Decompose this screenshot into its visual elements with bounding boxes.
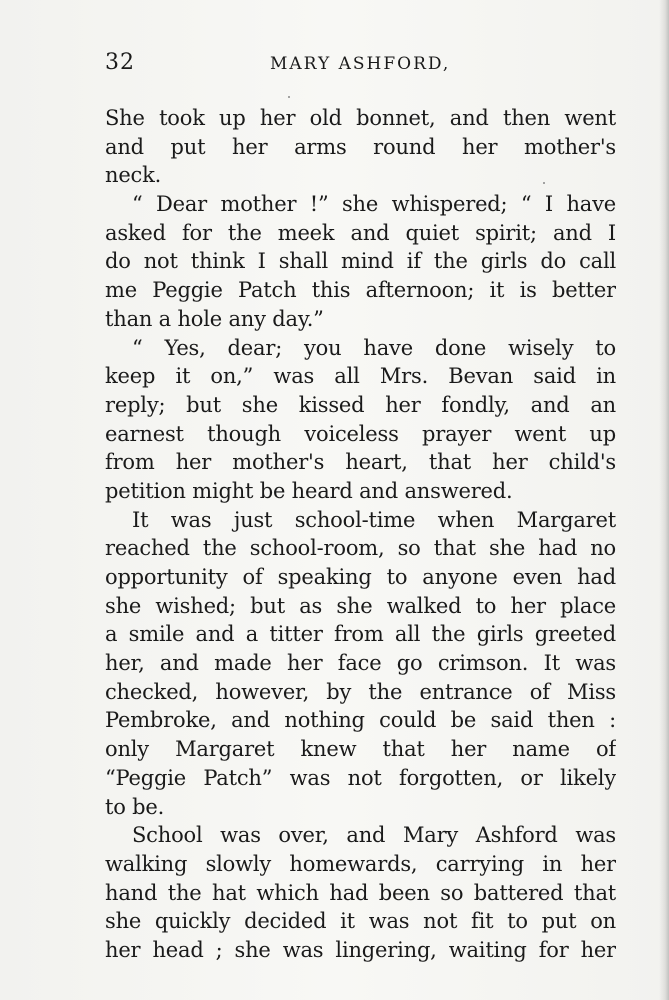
text-line: her, and made her face go crimson. It was <box>105 651 616 676</box>
text-line: she wished; but as she walked to her place <box>105 593 616 618</box>
page-number: 32 <box>105 50 135 75</box>
running-head <box>105 50 615 82</box>
text-line: keep it on,” was all Mrs. Bevan said in <box>105 364 616 389</box>
text-line: than a hole any day.” <box>105 306 324 331</box>
text-line: She took up her old bonnet, and then went <box>105 106 616 130</box>
text-line: School was over, and Mary Ashford was <box>132 823 616 848</box>
text-line: “ Yes, dear; you have done wisely to <box>132 335 616 360</box>
text-line: asked for the meek and quiet spirit; and I <box>105 220 616 245</box>
text-line: a smile and a titter from all the girls greeted <box>105 622 616 647</box>
text-line: to be. <box>105 794 165 819</box>
paper-speck <box>288 96 290 98</box>
text-line: checked, however, by the entrance of Miss <box>105 679 616 704</box>
text-line: It was just school-time when Margaret <box>132 507 616 532</box>
text-line: neck. <box>105 163 162 188</box>
text-line: Pembroke, and nothing could be said then : <box>105 708 616 733</box>
text-line: earnest though voiceless prayer went up <box>105 421 616 446</box>
page-edge-shadow <box>659 0 669 1000</box>
text-line: opportunity of speaking to anyone even had <box>105 565 616 589</box>
text-line: and put her arms round her mother's <box>105 134 616 159</box>
running-title: MARY ASHFORD, <box>270 54 451 74</box>
text-line: reply; but she kissed her fondly, and an <box>105 392 616 417</box>
text-line: reached the school-room, so that she had no <box>105 536 616 561</box>
text-line: her head ; she was lingering, waiting for her <box>105 937 616 962</box>
text-line: do not think I shall mind if the girls do call <box>105 249 616 274</box>
text-line: “Peggie Patch” was not forgotten, or likely <box>105 765 616 790</box>
body-text <box>105 104 616 964</box>
text-line: from her mother's heart, that her child's <box>105 450 616 475</box>
text-line: walking slowly homewards, carrying in her <box>105 851 616 876</box>
text-line: me Peggie Patch this afternoon; it is better <box>105 278 616 303</box>
text-line: hand the hat which had been so battered that <box>105 880 616 905</box>
text-line: only Margaret knew that her name of <box>105 737 616 762</box>
text-line: “ Dear mother !” she whispered; “ I have <box>132 192 616 217</box>
text-line: petition might be heard and answered. <box>105 478 513 503</box>
text-line: she quickly decided it was not fit to put on <box>105 909 616 934</box>
